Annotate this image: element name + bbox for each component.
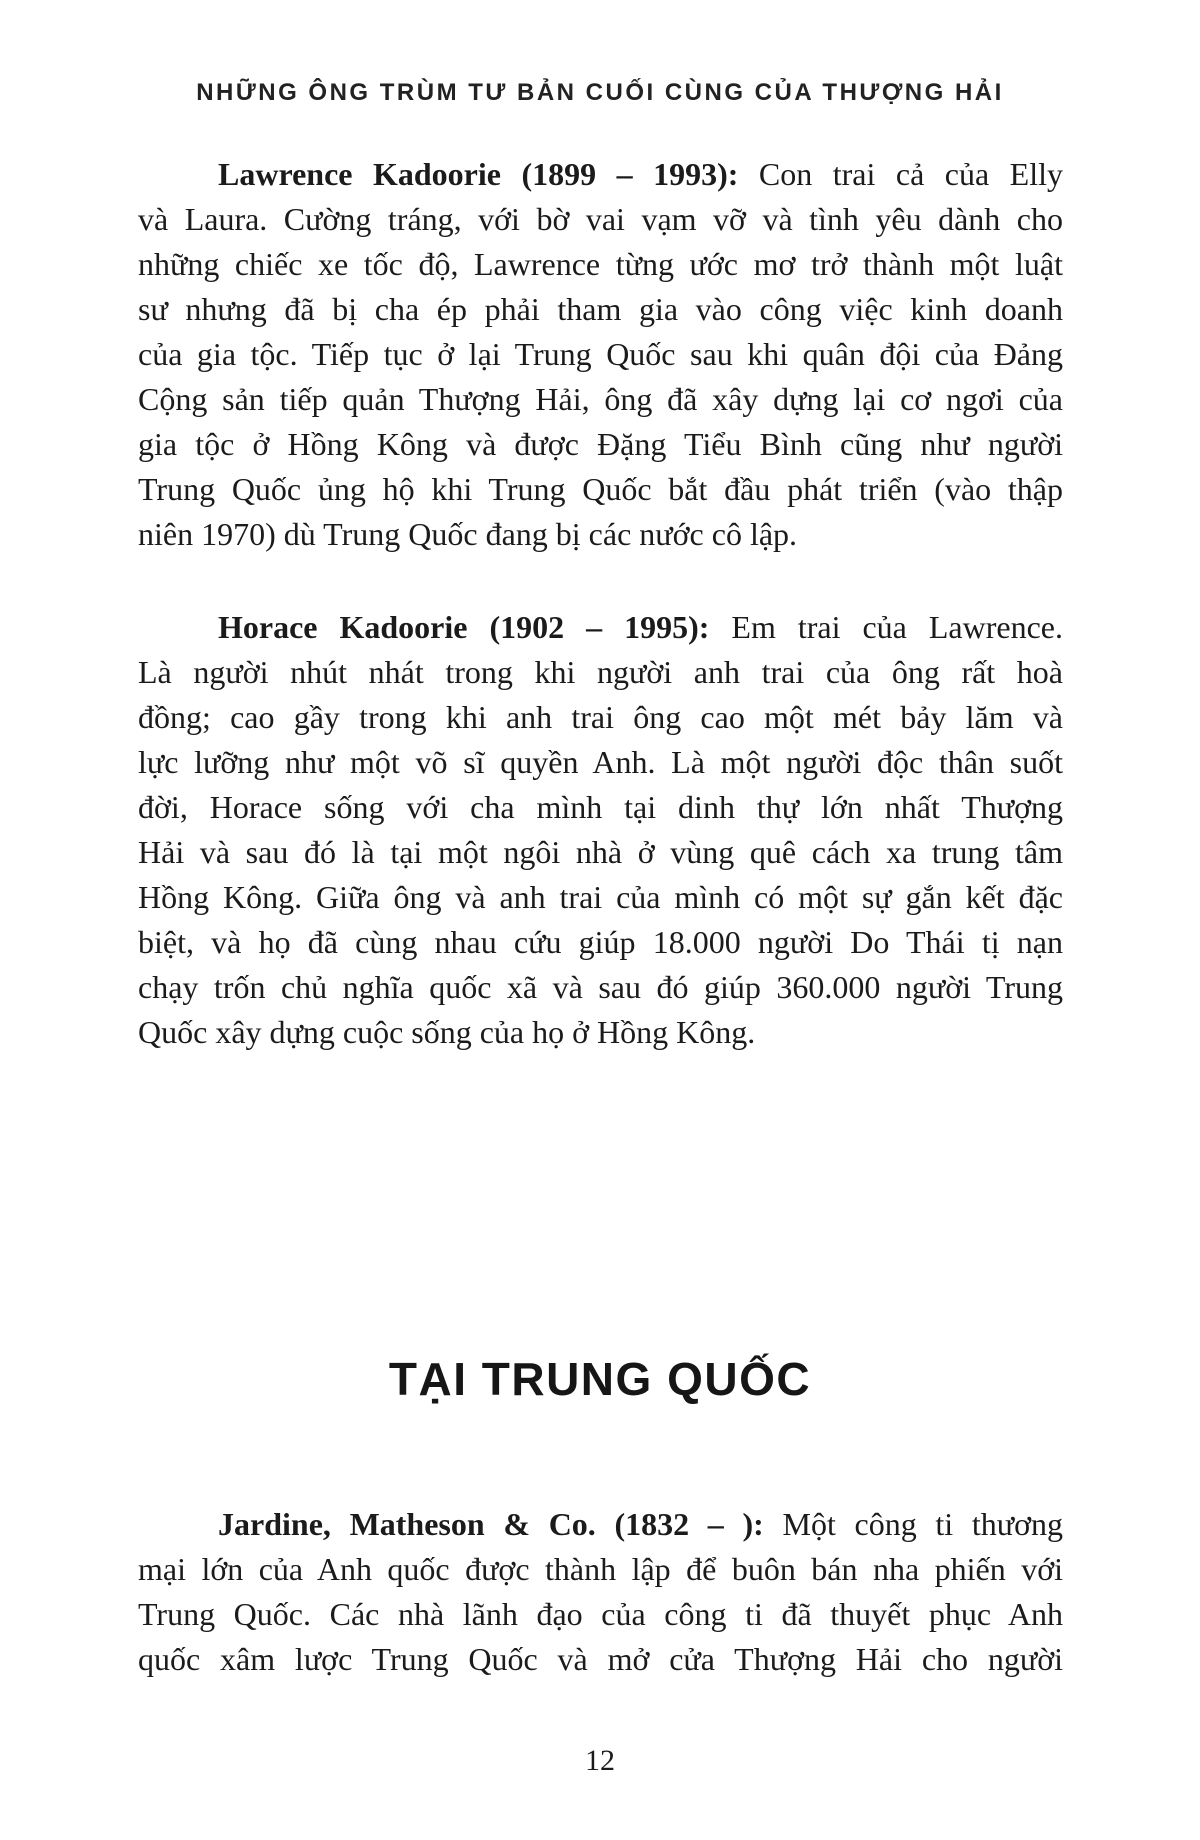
paragraph-horace-kadoorie bbox=[138, 605, 1063, 1055]
text-line: lực lưỡng như một võ sĩ quyền Anh. Là một người độc thân suốt bbox=[138, 744, 1063, 780]
text-line: sư nhưng đã bị cha ép phải tham gia vào công việc kinh doanh bbox=[138, 291, 1063, 327]
text-line: Trung Quốc. Các nhà lãnh đạo của công ti đã thuyết phục Anh bbox=[138, 1596, 1063, 1632]
text-line: và Laura. Cường tráng, với bờ vai vạm vỡ và tình yêu dành cho bbox=[138, 201, 1063, 237]
text-line: những chiếc xe tốc độ, Lawrence từng ước mơ trở thành một luật bbox=[138, 246, 1063, 282]
text-line: gia tộc ở Hồng Kông và được Đặng Tiểu Bình cũng như người bbox=[138, 426, 1063, 462]
entry-lead-bold: Lawrence Kadoorie (1899 – 1993): bbox=[218, 156, 739, 192]
text-line: Hải và sau đó là tại một ngôi nhà ở vùng quê cách xa trung tâm bbox=[138, 834, 1063, 870]
text-line: mại lớn của Anh quốc được thành lập để buôn bán nha phiến với bbox=[138, 1551, 1063, 1587]
entry-text: Một công ti thương bbox=[763, 1506, 1064, 1542]
page-number: 12 bbox=[585, 1744, 615, 1777]
text-line bbox=[138, 1502, 1063, 1547]
entry-lead-bold: Horace Kadoorie (1902 – 1995): bbox=[218, 609, 710, 645]
text-line: Trung Quốc ủng hộ khi Trung Quốc bắt đầu phát triển (vào thập bbox=[138, 471, 1063, 507]
paragraph-lawrence-kadoorie bbox=[138, 152, 1063, 557]
text-line: đời, Horace sống với cha mình tại dinh thự lớn nhất Thượng bbox=[138, 789, 1063, 825]
text-line: quốc xâm lược Trung Quốc và mở cửa Thượng Hải cho người bbox=[138, 1641, 1063, 1677]
section-heading: TẠI TRUNG QUỐC bbox=[388, 1353, 812, 1405]
text-line bbox=[138, 605, 1063, 650]
paragraph-jardine-matheson bbox=[138, 1502, 1063, 1682]
text-line: đồng; cao gầy trong khi anh trai ông cao một mét bảy lăm và bbox=[138, 699, 1063, 735]
entry-text: Em trai của Lawrence. bbox=[709, 609, 1063, 645]
entry-text: Con trai cả của Elly bbox=[738, 156, 1064, 192]
text-line: niên 1970) dù Trung Quốc đang bị các nước cô lập. bbox=[138, 516, 798, 552]
text-line: chạy trốn chủ nghĩa quốc xã và sau đó giúp 360.000 người Trung bbox=[138, 969, 1063, 1005]
running-header: NHỮNG ÔNG TRÙM TƯ BẢN CUỐI CÙNG CỦA THƯỢNG HẢI bbox=[196, 79, 1004, 106]
text-line: của gia tộc. Tiếp tục ở lại Trung Quốc sau khi quân đội của Đảng bbox=[138, 336, 1063, 372]
text-line bbox=[138, 152, 1063, 197]
text-line: Hồng Kông. Giữa ông và anh trai của mình có một sự gắn kết đặc bbox=[138, 879, 1063, 915]
text-line: Cộng sản tiếp quản Thượng Hải, ông đã xây dựng lại cơ ngơi của bbox=[138, 381, 1063, 417]
text-line: Là người nhút nhát trong khi người anh trai của ông rất hoà bbox=[138, 654, 1063, 690]
text-line: biệt, và họ đã cùng nhau cứu giúp 18.000 người Do Thái tị nạn bbox=[138, 924, 1063, 960]
text-line: Quốc xây dựng cuộc sống của họ ở Hồng Kông. bbox=[138, 1014, 756, 1050]
entry-lead-bold: Jardine, Matheson & Co. (1832 – ): bbox=[218, 1506, 764, 1542]
